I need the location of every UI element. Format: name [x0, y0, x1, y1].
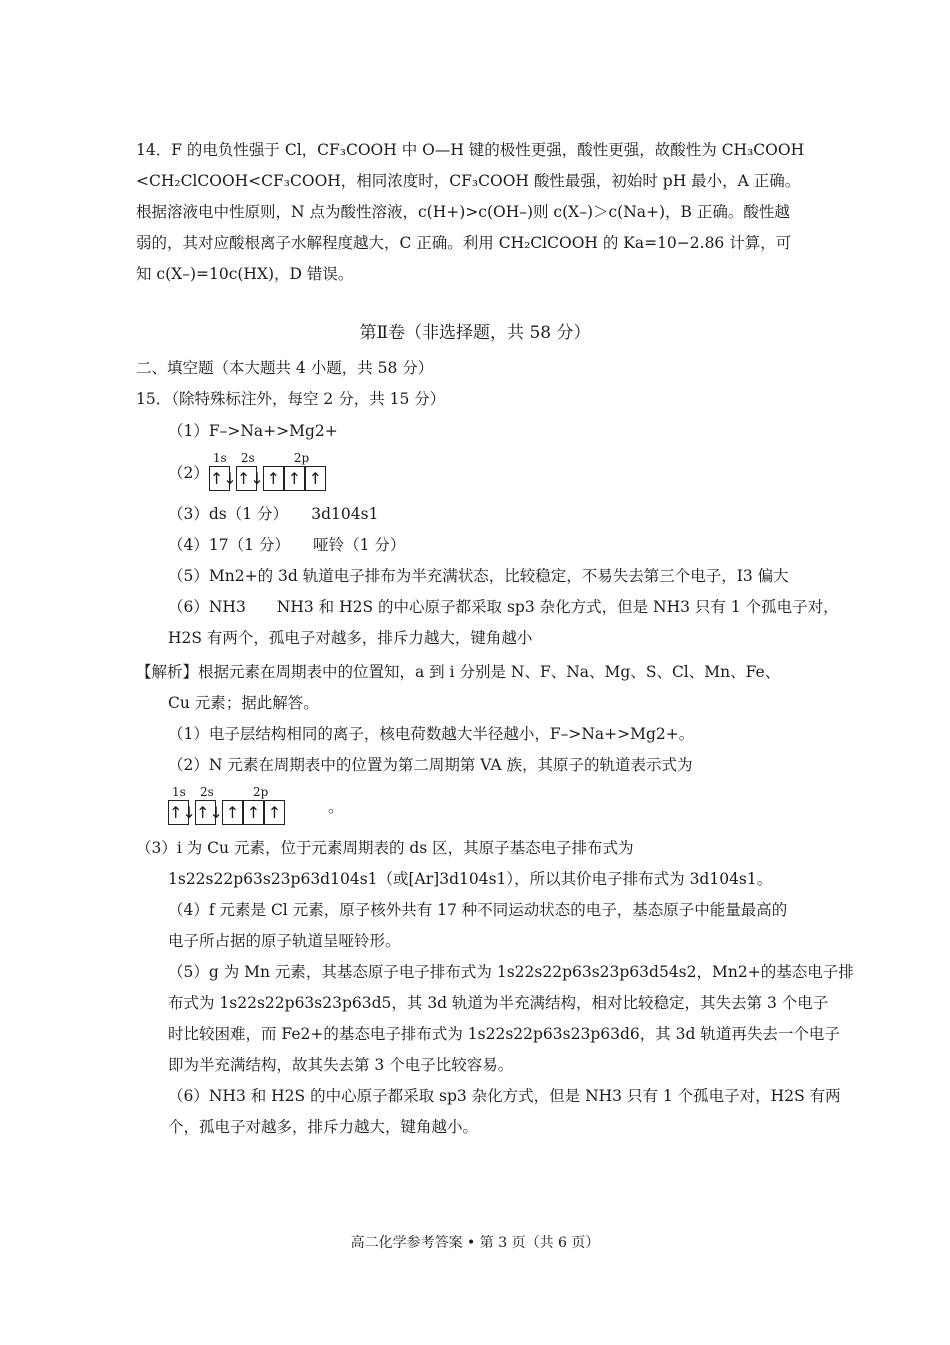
q14-line-1: 14．F 的电负性强于 Cl，CF₃COOH 中 O—H 键的极性更强，酸性更强，故酸性为 CH₃COOH [136, 141, 805, 159]
analysis-intro-line-2: Cu 元素；据此解答。 [168, 694, 319, 712]
orbital-box-2s: ↑↓ [195, 800, 216, 825]
answer-6-line-2: H2S 有两个，孤电子对越多，排斥力越大，键角越小 [168, 629, 533, 647]
analysis-p5-line-1: （5）g 为 Mn 元素，其基态原子电子排布式为 1s22s22p63s23p63d54s2，Mn2+的基态电子排 [168, 963, 854, 981]
analysis-p3-line-1: （3）i 为 Cu 元素，位于元素周期表的 ds 区，其原子基态电子排布式为 [136, 839, 634, 857]
orbital-box-2p-3: ↑ [264, 800, 285, 825]
q14-line-2: <CH₂ClCOOH<CF₃COOH，相同浓度时，CF₃COOH 酸性最强，初始时 pH 最小，A 正确。 [136, 172, 801, 190]
analysis-intro [136, 657, 816, 719]
analysis-p4-line-1: （4）f 元素是 Cl 元素，原子核外共有 17 种不同运动状态的电子，基态原子中能量最高的 [168, 901, 788, 919]
q15-answers [168, 416, 839, 654]
answer-1: （1）F–>Na+>Mg2+ [168, 422, 338, 440]
q14-line-5: 知 c(X–)=10c(HX)，D 错误。 [136, 265, 354, 283]
answer-4: （4）17（1 分） 哑铃（1 分） [168, 536, 406, 554]
page-footer: 高二化学参考答案 • 第 3 页（共 6 页） [350, 1235, 600, 1251]
q15-header: 15．（除特殊标注外，每空 2 分，共 15 分） [136, 390, 446, 408]
analysis-p3-line-2: 1s22s22p63s23p63d104s1（或[Ar]3d104s1），所以其价电子排布式为 3d104s1。 [168, 870, 773, 888]
orbital-diagram-answer [209, 451, 369, 491]
analysis-orbital-line [168, 781, 816, 833]
answer-2 [168, 447, 816, 499]
q14-line-3: 根据溶液电中性原则，N 点为酸性溶液，c(H+)>c(OH–)则 c(X–)＞c(Na+)，B 正确。酸性越 [136, 203, 790, 221]
answer-2-prefix: （2） [168, 464, 209, 482]
orbital-label-2s: 2s [200, 785, 214, 799]
answer-6-line-1: （6）NH3 NH3 和 H2S 的中心原子都采取 sp3 杂化方式，但是 NH3 只有 1 个孤电子对， [168, 598, 839, 616]
answer-5: （5）Mn2+的 3d 轨道电子排布为半充满状态，比较稳定，不易失去第三个电子，I3 偏大 [168, 567, 789, 585]
section-title: 第Ⅱ卷（非选择题，共 58 分） [359, 323, 591, 343]
orbital-label-1s: 1s [172, 785, 186, 799]
analysis-body [136, 719, 854, 1143]
part2-header [136, 353, 816, 415]
analysis-p1: （1）电子层结构相同的离子，核电荷数越大半径越小，F–>Na+>Mg2+。 [168, 725, 695, 743]
analysis-p2-end: 。 [328, 798, 344, 816]
orbital-label-2p: 2p [253, 785, 269, 799]
orbital-label-2p: 2p [293, 451, 310, 465]
orbital-box-2p-1: ↑ [263, 466, 284, 491]
orbital-labels-analysis [168, 785, 328, 800]
analysis-p5-line-4: 即为半充满结构，故其失去第 3 个电子比较容易。 [168, 1056, 514, 1074]
orbital-labels [209, 451, 369, 466]
analysis-p6-line-2: 个，孤电子对越多，排斥力越大，键角越小。 [168, 1118, 479, 1136]
analysis-p6-line-1: （6）NH3 和 H2S 的中心原子都采取 sp3 杂化方式，但是 NH3 只有 1 个孤电子对，H2S 有两 [168, 1087, 841, 1105]
orbital-boxes-analysis [168, 800, 328, 825]
orbital-box-2p-2: ↑ [243, 800, 264, 825]
orbital-boxes [209, 466, 369, 491]
orbital-diagram-analysis [168, 785, 328, 825]
part2-header-text: 二、填空题（本大题共 4 小题，共 58 分） [136, 359, 434, 377]
orbital-box-1s: ↑↓ [168, 800, 189, 825]
orbital-box-2p-3: ↑ [305, 466, 326, 491]
orbital-box-1s: ↑↓ [209, 466, 230, 491]
analysis-p5-line-3: 时比较困难，而 Fe2+的基态电子排布式为 1s22s22p63s23p63d6，其 3d 轨道再失去一个电子 [168, 1025, 840, 1043]
analysis-intro-line-1: 【解析】根据元素在周期表中的位置知，a 到 i 分别是 N、F、Na、Mg、S、Cl、Mn、Fe、 [136, 663, 781, 681]
analysis-p4-line-2: 电子所占据的原子轨道呈哑铃形。 [168, 932, 401, 950]
orbital-box-2s: ↑↓ [236, 466, 257, 491]
answer-3: （3）ds（1 分） 3d104s1 [168, 505, 379, 523]
orbital-label-1s: 1s [212, 451, 227, 465]
question-14 [136, 135, 816, 290]
orbital-box-2p-1: ↑ [222, 800, 243, 825]
analysis-p2: （2）N 元素在周期表中的位置为第二周期第 VA 族，其原子的轨道表示式为 [168, 756, 693, 774]
orbital-box-2p-2: ↑ [284, 466, 305, 491]
q14-line-4: 弱的，其对应酸根离子水解程度越大，C 正确。利用 CH₂ClCOOH 的 Ka=10−2.86 计算，可 [136, 234, 792, 252]
analysis-p5-line-2: 布式为 1s22s22p63s23p63d5，其 3d 轨道为半充满结构，相对比较稳定，其失去第 3 个电子 [168, 994, 829, 1012]
orbital-label-2s: 2s [240, 451, 255, 465]
